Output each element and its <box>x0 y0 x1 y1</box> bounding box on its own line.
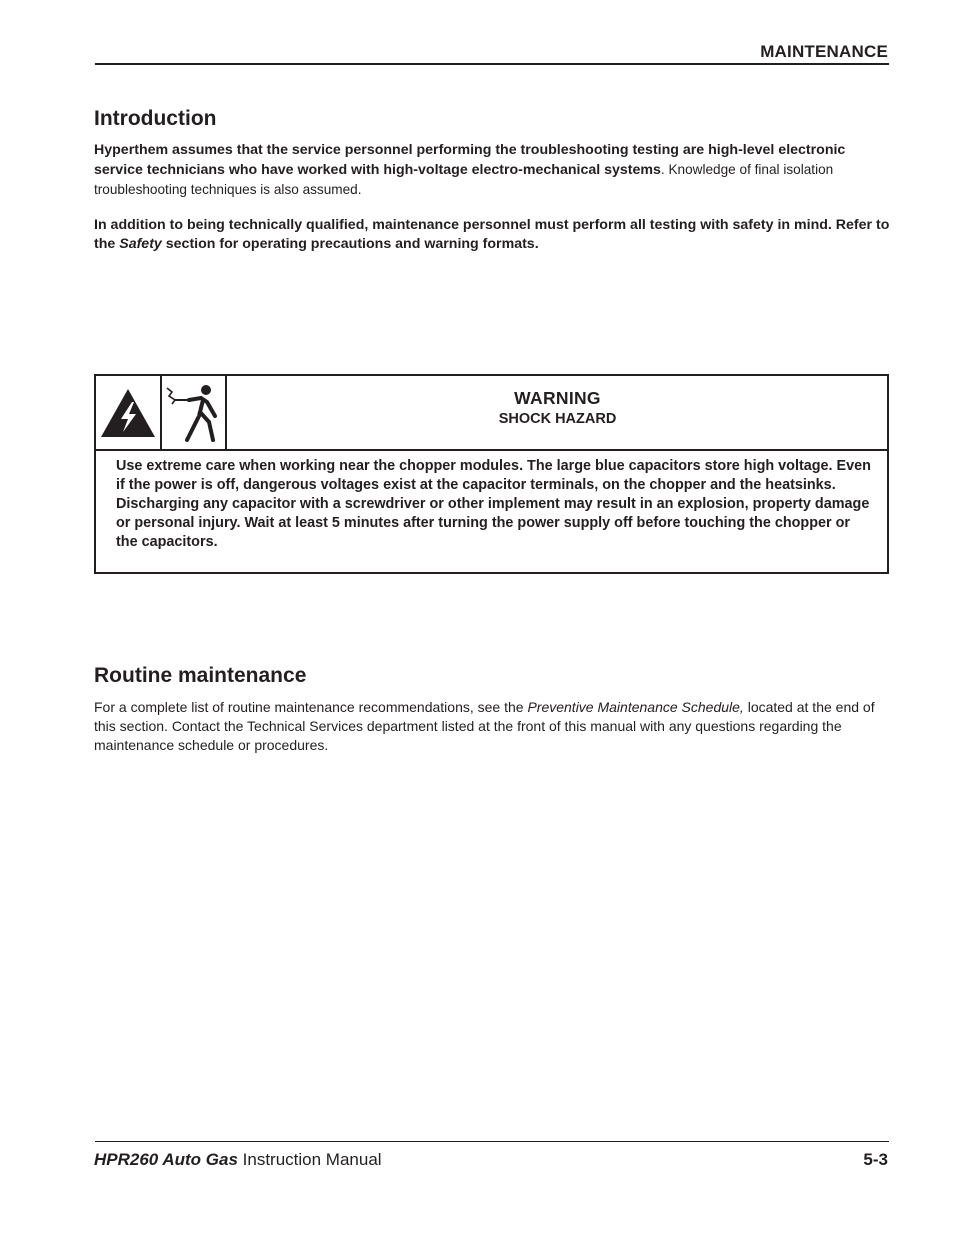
electric-shock-person-icon <box>162 376 227 449</box>
routine-p-a: For a complete list of routine maintenance recommendations, see the <box>94 699 528 715</box>
footer-product-name: HPR260 Auto Gas <box>94 1150 238 1169</box>
introduction-heading: Introduction <box>94 107 217 130</box>
introduction-paragraph-1 <box>94 141 890 200</box>
warning-body-text: Use extreme care when working near the chopper modules. The large blue capacitors store high voltage. Even if the power is off, dangerous voltages exist at the capacitor terminals, on the chopper and the heatsinks. Discharging any capacitor with a screwdriver or other implement may result in an explosion, property damage or personal injury. Wait at least 5 minutes after turning the power supply off before touching the chopper or the capacitors. <box>116 458 871 550</box>
warning-title-block <box>228 388 887 427</box>
introduction-p2-b: section for operating precautions and warning formats. <box>161 236 539 252</box>
footer-divider <box>95 1141 889 1142</box>
footer-manual-title <box>94 1150 382 1170</box>
routine-maintenance-paragraph <box>94 698 890 755</box>
warning-box <box>94 374 889 574</box>
introduction-p1-bold: Hyperthem assumes that the service personnel performing the troubleshooting testing are high-level electronic service technicians who have worked with high-voltage electro-mechanical systems <box>94 142 846 178</box>
introduction-p1-rest: . Knowledge of final isolation troubleshooting techniques is also assumed. <box>94 162 834 197</box>
page-number: 5-3 <box>863 1150 888 1169</box>
warning-title: WARNING <box>514 388 601 408</box>
introduction-p2-a: In addition to being technically qualified, maintenance personnel must perform all testing with safety in mind. Refer to the <box>94 217 890 252</box>
footer-manual-label: Instruction Manual <box>237 1150 382 1169</box>
safety-reference: Safety <box>119 236 162 252</box>
routine-maintenance-heading: Routine maintenance <box>94 664 307 687</box>
introduction-section <box>94 107 216 131</box>
routine-p-b: located at the end of this section. Contact the Technical Services department listed at the front of this manual with any questions regarding the maintenance schedule or procedures. <box>94 699 875 753</box>
routine-maintenance-section <box>94 664 306 688</box>
header-divider <box>95 63 889 65</box>
warning-subtitle: SHOCK HAZARD <box>498 411 617 427</box>
introduction-paragraph-2 <box>94 216 890 254</box>
schedule-reference: Preventive Maintenance Schedule, <box>527 699 744 715</box>
section-title: MAINTENANCE <box>760 42 888 61</box>
high-voltage-triangle-icon <box>96 376 162 449</box>
warning-header <box>96 376 887 451</box>
